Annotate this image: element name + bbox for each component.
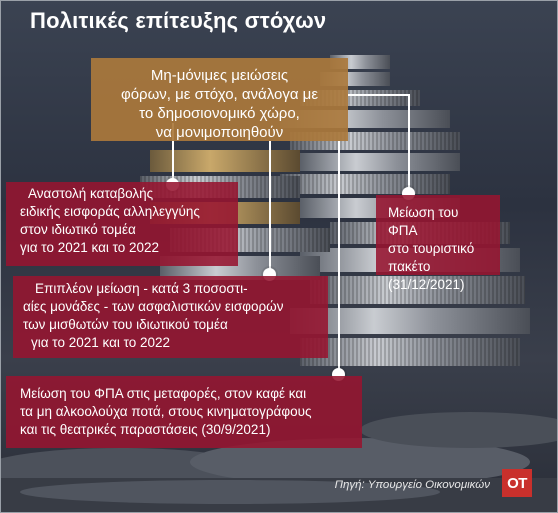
page-title: Πολιτικές επίτευξης στόχων [30, 8, 327, 33]
transport-vat-box [6, 376, 362, 448]
solidarity-line-2: ειδικής εισφοράς αλληλεγγύης [20, 204, 200, 219]
solidarity-line-4: για το 2021 και το 2022 [20, 240, 160, 255]
transport-line-2: τα μη αλκοολούχα ποτά, στους κινηματογράφους [20, 404, 312, 419]
ot-logo: OT [502, 469, 532, 497]
connector-line-transport [338, 141, 340, 376]
contributions-line-1: Επιπλέον μείωση - κατά 3 ποσοστι- [35, 281, 248, 296]
permanent-line-2: φόρων, με στόχο, ανάλογα με [120, 86, 319, 103]
tourism-line-2: στο τουριστικό [388, 241, 475, 256]
solidarity-line-3: στον ιδιωτικό τομέα [20, 222, 136, 237]
contributions-line-4: για το 2021 και το 2022 [31, 335, 171, 350]
transport-line-3: και τις θεατρικές παραστάσεις (30/9/2021) [20, 422, 271, 437]
solidarity-line-1: Αναστολή καταβολής [28, 186, 154, 201]
tourism-line-3: πακέτο [388, 259, 431, 274]
permanent-line-3: το δημοσιονομικό χώρο, [139, 105, 300, 122]
contributions-line-2: αίες μονάδες - των ασφαλιστικών εισφορών [23, 299, 284, 314]
transport-line-1: Μείωση του ΦΠΑ στις μεταφορές, στον καφέ και [20, 386, 307, 401]
permanent-line-1: Μη-μόνιμες μειώσεις [150, 67, 289, 84]
permanent-line-4: να μονιμοποιηθούν [155, 124, 284, 141]
solidarity-levy-box [6, 182, 238, 266]
connector-line-tourism [348, 94, 410, 96]
source-caption: Πηγή: Υπουργείο Οικονομικών [334, 479, 490, 491]
connector-line-tourism-vertical [408, 94, 410, 194]
tourism-line-1: Μείωση του ΦΠΑ [388, 205, 459, 238]
connector-line-contributions [269, 141, 271, 275]
tourism-line-4: (31/12/2021) [388, 277, 465, 292]
tourism-vat-box [376, 195, 500, 292]
contributions-line-3: των μισθωτών του ιδιωτικού τομέα [23, 317, 228, 332]
permanent-reductions-box [91, 58, 348, 141]
contributions-box [13, 276, 328, 358]
